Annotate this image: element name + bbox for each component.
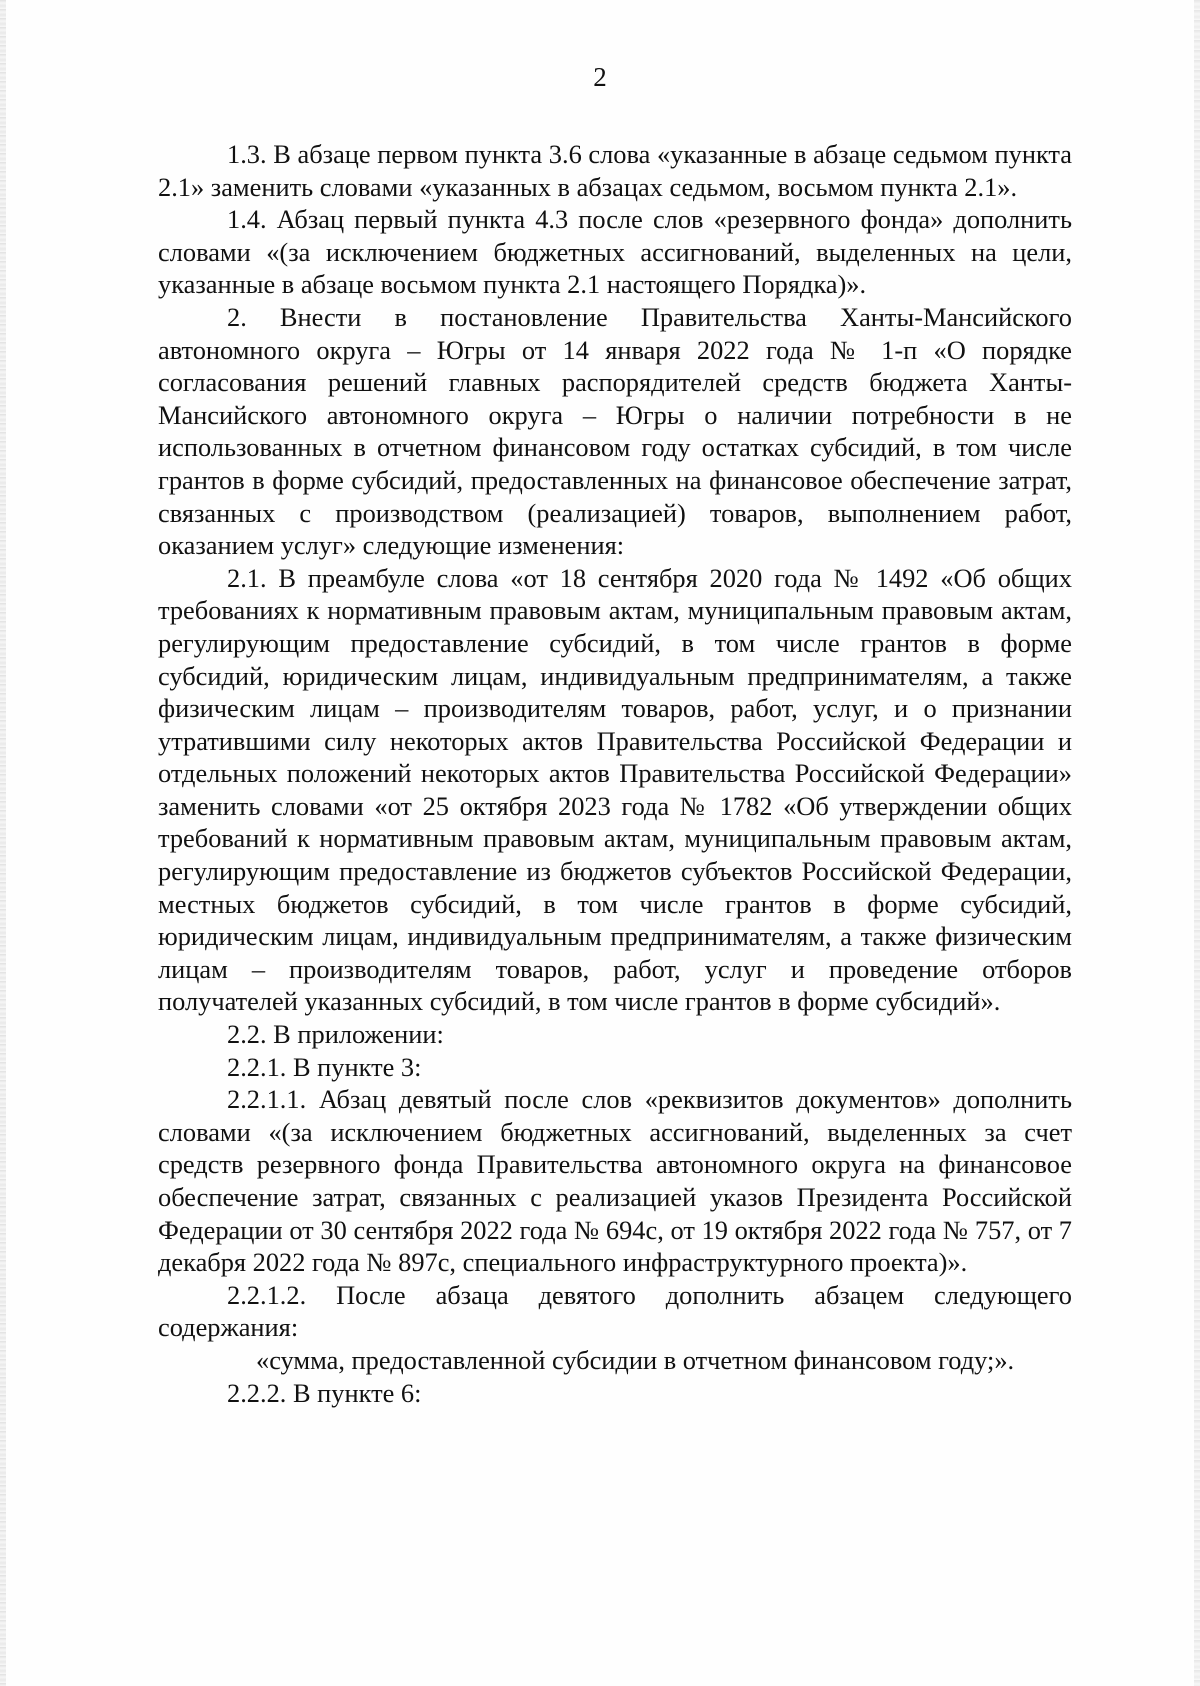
paragraph-2: 2. Внести в постановление Правительства Ханты-Мансийского автономного округа – Югры от 14 января 2022 года № 1-п «О порядке согласования решений главных распорядителей средств бюджета Ханты-Мансийского автономного округа – Югры о наличии потребности в не использованных в отчетном финансовом году остатках субсидий, в том числе грантов в форме субсидий, предоставленных на финансовое обеспечение затрат, связанных с производством (реализацией) товаров, выполнением работ, оказанием услуг» следующие изменения: <box>158 301 1072 561</box>
paragraph-2-2-1-2: 2.2.1.2. После абзаца девятого дополнить абзацем следующего содержания: <box>158 1279 1072 1343</box>
paragraph-1-4: 1.4. Абзац первый пункта 4.3 после слов «резервного фонда» дополнить словами «(за исключением бюджетных ассигнований, выделенных на цели, указанные в абзаце восьмом пункта 2.1 настоящего Порядка)». <box>158 204 1072 300</box>
page-number: 2 <box>593 62 607 92</box>
paragraph-2-2-1-1: 2.2.1.1. Абзац девятый после слов «реквизитов документов» дополнить словами «(за исключением бюджетных ассигнований, выделенных за счет средств резервного фонда Правительства автономного округа на финансовое обеспечение затрат, связанных с реализацией указов Президента Российской Федерации от 30 сентября 2022 года № 694с, от 19 октября 2022 года № 757, от 7 декабря 2022 года № 897с, специального инфраструктурного проекта)». <box>158 1084 1072 1278</box>
document-body <box>158 138 1072 1409</box>
paragraph-2-2-2: 2.2.2. В пункте 6: <box>227 1377 422 1408</box>
paragraph-2-2: 2.2. В приложении: <box>227 1019 444 1050</box>
quoted-new-paragraph: «сумма, предоставленной субсидии в отчетном финансовом году;». <box>256 1344 1015 1375</box>
scan-edge-right <box>1194 0 1200 1686</box>
paragraph-2-2-1: 2.2.1. В пункте 3: <box>227 1051 422 1082</box>
paragraph-1-3: 1.3. В абзаце первом пункта 3.6 слова «указанные в абзаце седьмом пункта 2.1» заменить словами «указанных в абзацах седьмом, восьмом пункта 2.1». <box>158 139 1072 202</box>
paragraph-2-1: 2.1. В преамбуле слова «от 18 сентября 2020 года № 1492 «Об общих требованиях к нормативным правовым актам, муниципальным правовым актам, регулирующим предоставление субсидий, в том числе грантов в форме субсидий, юридическим лицам, индивидуальным предпринимателям, а также физическим лицам – производителям товаров, работ, услуг, и о признании утратившими силу некоторых актов Правительства Российской Федерации и отдельных положений некоторых актов Правительства Российской Федерации» заменить словами «от 25 октября 2023 года № 1782 «Об утверждении общих требований к нормативным правовым актам, муниципальным правовым актам, регулирующим предоставление из бюджетов субъектов Российской Федерации, местных бюджетов субсидий, в том числе грантов в форме субсидий, юридическим лицам, индивидуальным предпринимателям, а также физическим лицам – производителям товаров, работ, услуг и проведение отборов получателей указанных субсидий, в том числе грантов в форме субсидий». <box>158 562 1072 1017</box>
scan-edge-left <box>0 0 6 1686</box>
